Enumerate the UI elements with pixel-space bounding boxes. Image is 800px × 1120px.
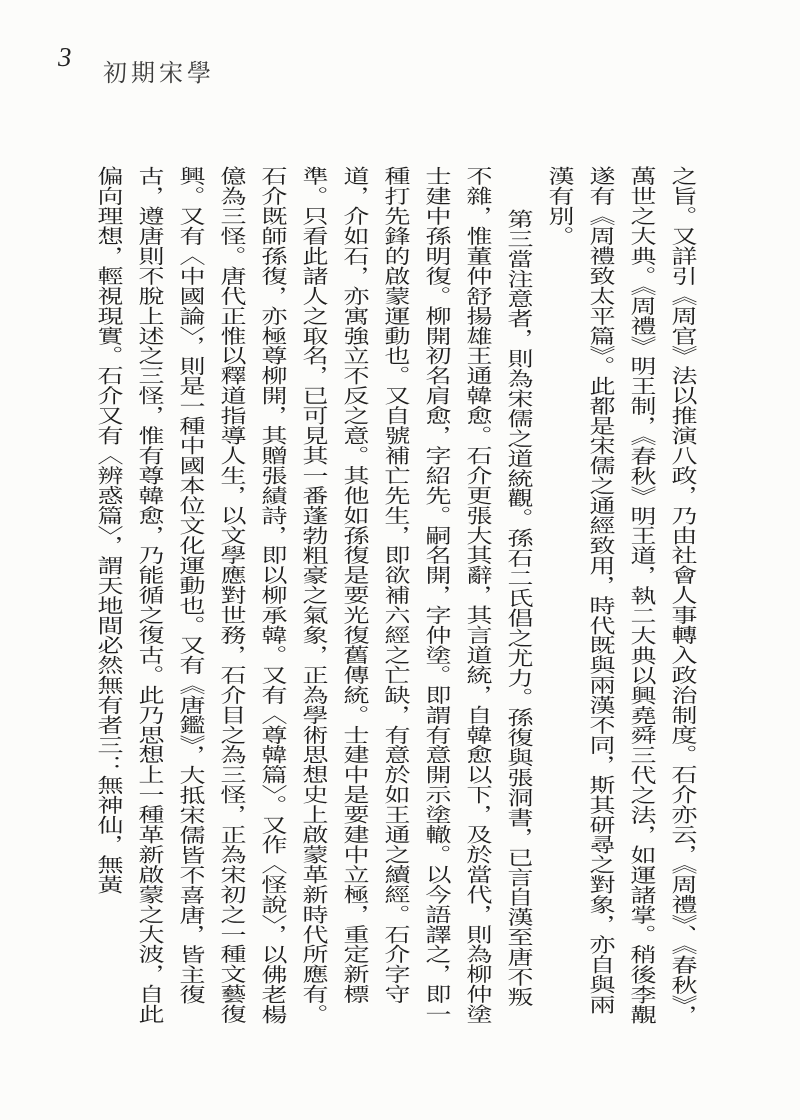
paragraph-continuation: 之旨。又詳引《周官》法以推演八政，乃由社會人事轉入政治制度。石介亦云，《周禮》、《春秋》，萬世之大典。《周禮》明王制，《春秋》明王道，執二大典以興堯舜三代之法，如運諸掌。稍後李覯遂有《周禮致太平篇》。此都是宋儒之通經致用，時代既與兩漢不同，斯其研尋之對象，亦自與兩漢有別。	[545, 166, 697, 1025]
paragraph-third-point: 第三當注意者，則為宋儒之道統觀。孫石二氏倡之尤力。孫復與張洞書，已言自漢至唐不叛不雜，惟董仲舒揚雄王通韓愈。石介更張大其辭，其言道統，自韓愈以下，及於當代，則為柳仲塗士建中孫明復。柳開初名肩愈，字紹先。嗣名開，字仲塗。即謂有意開示塗轍。以今語譯之，即一種打先鋒的啟蒙運動也。又自號補亡先生，即欲補六經之亡缺，有意於如王通之續經。石介字守道，介如石，亦寓強立不反之意。其他如孫復是要光復舊傳統。士建中是要建中立極，重定新標準。只看此諸人之取名，已可見其一番蓬勃粗豪之氣象，正為學術思想史上啟蒙革新時代所應有。石介既師孫復，亦極尊柳開，其贈張績詩，即以柳承韓。又有〈尊韓篇〉。又作〈怪說〉，以佛老楊億為三怪。唐代正惟以釋道指導人生，以文學應對世務，石介目之為三怪，正為宋初之一種文藝復興。又有〈中國論〉，則是一種中國本位文化運動也。又有《唐鑑》，大抵宋儒皆不喜唐，皆主復古，遵唐則不脫上述之三怪，惟有尊韓愈，乃能循之復古。此乃思想上一種革新啟蒙之大波，自此偏向理想，輕視現實。石介又有〈辨惑篇〉，謂天地間必然無有者三：無神仙，無黃	[94, 166, 533, 1025]
running-title: 初期宋學	[103, 61, 215, 87]
page-number: 3	[58, 42, 72, 72]
vertical-text-flow	[88, 166, 703, 1026]
vertical-text-block	[83, 166, 703, 1026]
